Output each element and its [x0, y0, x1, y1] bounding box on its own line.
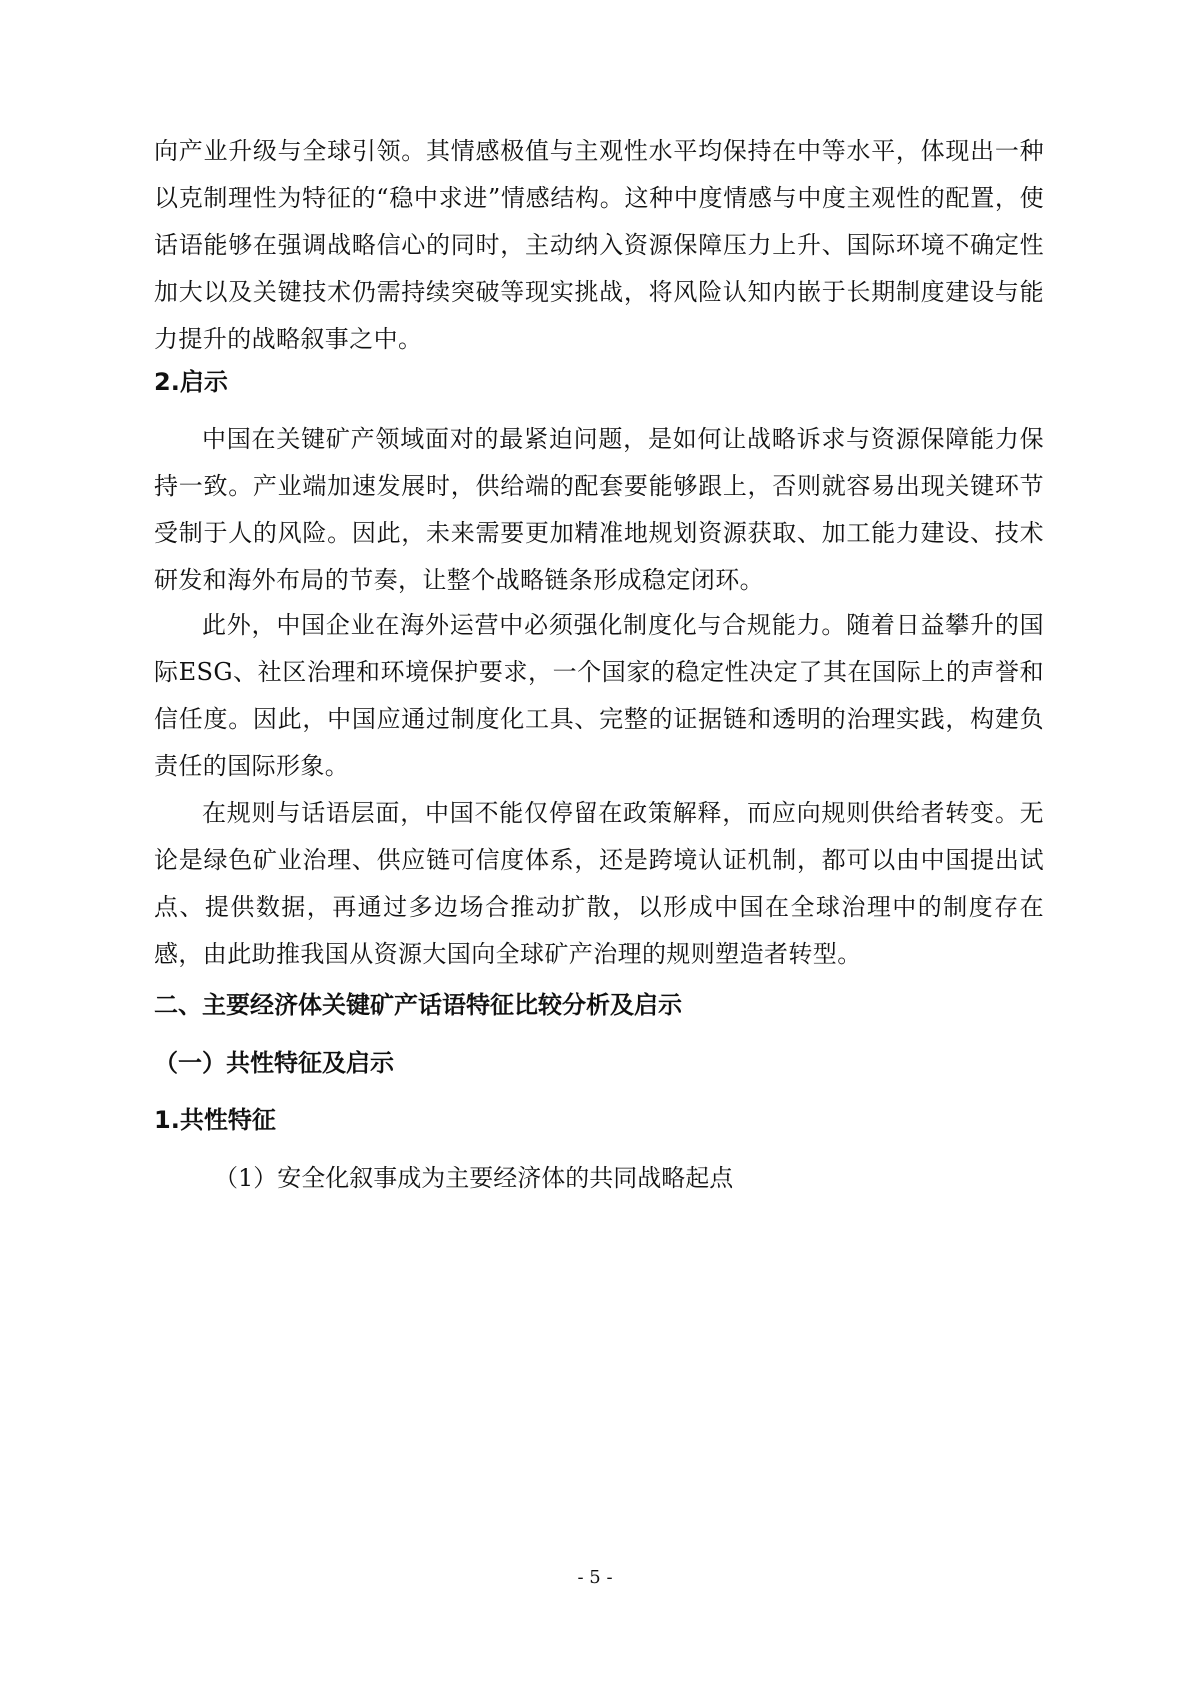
list-item-security-narrative: （1）安全化叙事成为主要经济体的共同战略起点 — [214, 1164, 734, 1192]
paragraph-urgent-issue: 中国在关键矿产领域面对的最紧迫问题，是如何让战略诉求与资源保障能力保持一致。产业端加速发展时，供给端的配套要能够跟上，否则就容易出现关键环节受制于人的风险。因此，未来需要更加精准地规划资源获取、加工能力建设、技术研发和海外布局的节奏，让整个战略链条形成稳定闭环。 — [154, 425, 1044, 594]
heading-common-features: （一）共性特征及启示 — [154, 1049, 394, 1077]
heading-section-two: 二、主要经济体关键矿产话语特征比较分析及启示 — [154, 991, 682, 1019]
heading-qishi: 2.启示 — [154, 368, 228, 396]
paragraph-intro: 向产业升级与全球引领。其情感极值与主观性水平均保持在中等水平，体现出一种以克制理性为特征的“稳中求进”情感结构。这种中度情感与中度主观性的配置，使话语能够在强调战略信心的同时，主动纳入资源保障压力上升、国际环境不确定性加大以及关键技术仍需持续突破等现实挑战，将风险认知内嵌于长期制度建设与能力提升的战略叙事之中。 — [154, 137, 1044, 353]
page-number: - 5 - — [577, 1567, 613, 1588]
paragraph-compliance: 此外，中国企业在海外运营中必须强化制度化与合规能力。随着日益攀升的国际ESG、社区治理和环境保护要求，一个国家的稳定性决定了其在国际上的声誉和信任度。因此，中国应通过制度化工具、完整的证据链和透明的治理实践，构建负责任的国际形象。 — [154, 611, 1044, 780]
paragraph-rules: 在规则与话语层面，中国不能仅停留在政策解释，而应向规则供给者转变。无论是绿色矿业治理、供应链可信度体系，还是跨境认证机制，都可以由中国提出试点、提供数据，再通过多边场合推动扩散，以形成中国在全球治理中的制度存在感，由此助推我国从资源大国向全球矿产治理的规则塑造者转型。 — [154, 799, 1044, 968]
heading-common-characteristics: 1.共性特征 — [154, 1106, 276, 1134]
